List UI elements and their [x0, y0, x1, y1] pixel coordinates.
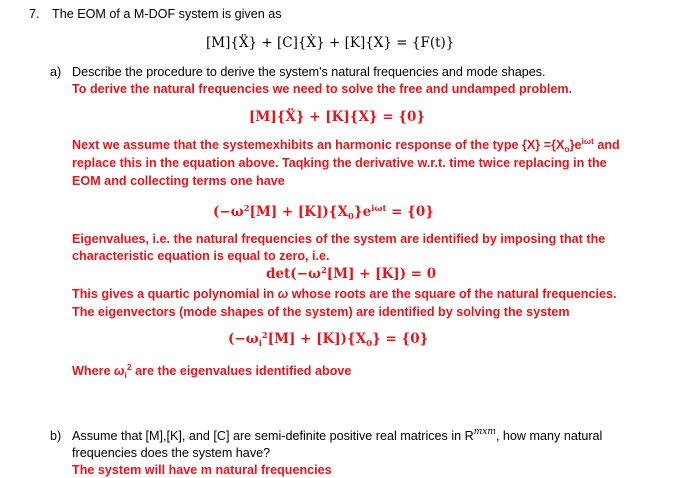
eigenvalues-line-1: Eigenvalues, i.e. the natural frequencies of the system are identified by imposing that the — [72, 232, 606, 246]
eigenvalues-line-2: characteristic equation is equal to zero, i.e. — [72, 249, 330, 263]
part-a-label: a) — [50, 65, 62, 79]
eigenvectors-line: The eigenvectors (mode shapes of the system) are identified by solving the system — [72, 305, 570, 319]
characteristic-equation: $\det(-\omega^2[M] + [K]) = 0$ — [266, 266, 437, 282]
quartic-polynomial-line: This gives a quartic polynomial in ω whose roots are the square of the natural frequencies. — [72, 287, 617, 301]
question-number: 7. — [29, 7, 40, 21]
where-eigenvalues-line: Where $\omega_i^2$ are the eigenvalues identified above — [72, 362, 352, 380]
harmonic-equation: $(-\omega^2[M] + [K])\{X_0\}e^{i\omega t} = \{0\}$ — [213, 204, 434, 222]
free-undamped-equation: [M]{Ẍ} + [K]{X} = {0} — [249, 109, 426, 125]
harmonic-assumption-line-3: EOM and collecting terms one have — [72, 174, 285, 188]
part-b-label: b) — [50, 429, 62, 443]
part-b-answer: The system will have m natural frequencies — [72, 463, 332, 477]
mode-shape-equation: $(-\omega_i^2[M] + [K])\{X_0\} = \{0\}$ — [228, 331, 429, 349]
part-a-question: Describe the procedure to derive the system's natural frequencies and mode shapes. — [72, 65, 546, 79]
part-b-question-line-1: Assume that [M],[K], and [C] are semi-definite positive real matrices in $R^{mxm}$, how many natural — [72, 427, 603, 443]
question-intro: The EOM of a M-DOF system is given as — [52, 7, 282, 21]
eom-equation: [M]{Ẍ} + [C]{Ẋ} + [K]{X} = {F(t)} — [206, 35, 455, 51]
harmonic-assumption-line-2: replace this in the equation above. Taqking the derivative w.r.t. time twice replacing in the — [72, 156, 607, 170]
answer-free-undamped: To derive the natural frequencies we need to solve the free and undamped problem. — [72, 82, 573, 96]
harmonic-assumption-line-1: Next we assume that the systemexhibits an harmonic response of the type $\{X\} =\{X_o\}e^{i\omega t}$ and — [72, 136, 620, 154]
part-b-question-line-2: frequencies does the system have? — [72, 446, 271, 460]
